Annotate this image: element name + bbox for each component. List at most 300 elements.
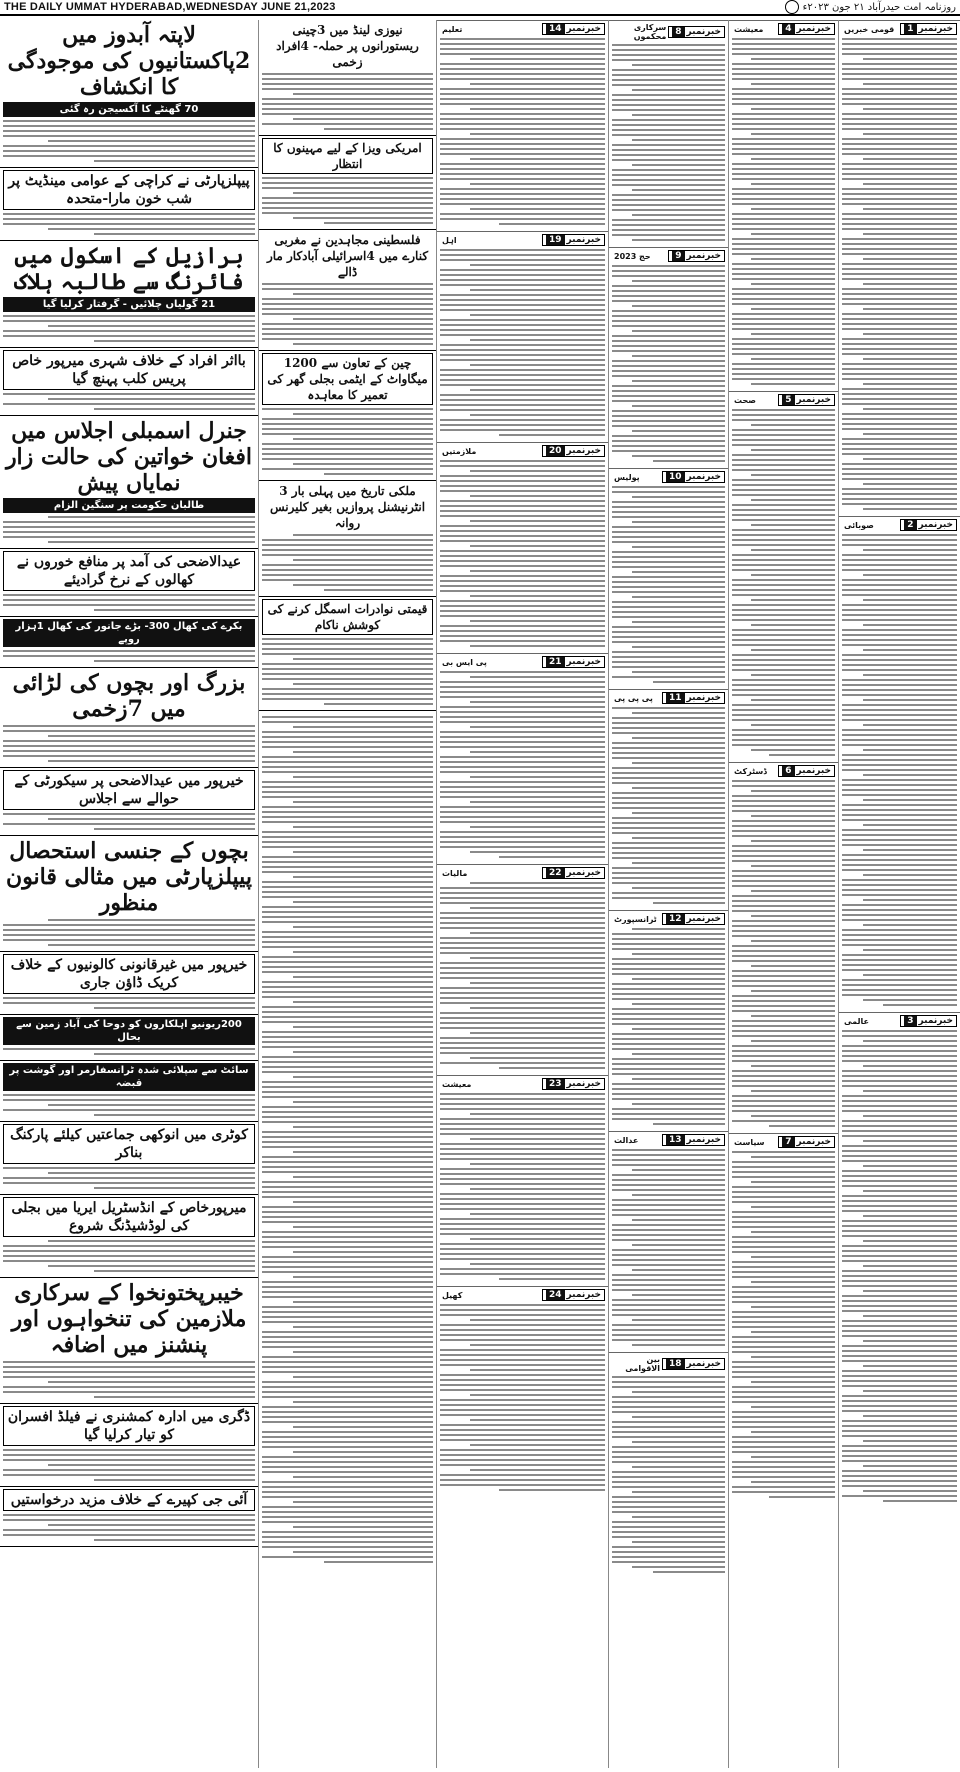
text-line	[612, 1108, 725, 1110]
text-line	[732, 419, 835, 421]
text-line	[3, 315, 255, 317]
bulletin-item	[729, 20, 838, 391]
text-line	[262, 443, 433, 445]
text-line	[842, 123, 957, 125]
text-line	[612, 1531, 725, 1533]
text-line	[769, 754, 835, 756]
text-line	[863, 1215, 957, 1217]
text-line	[732, 1226, 835, 1228]
text-line	[262, 1056, 433, 1058]
text-line	[293, 776, 433, 778]
story-body	[440, 460, 605, 647]
story-body	[732, 409, 835, 756]
text-line	[612, 576, 725, 578]
text-line	[732, 1060, 835, 1062]
text-line	[653, 1123, 725, 1125]
text-line	[732, 168, 835, 170]
story-headline: ڈگری میں ادارہ کمشنری نے فیلڈ افسران کو تیار کرلیا گیا	[3, 1406, 255, 1446]
text-line	[440, 284, 605, 286]
text-line	[612, 802, 725, 804]
text-line	[842, 859, 957, 861]
text-line	[612, 174, 725, 176]
text-line	[324, 473, 433, 475]
text-line	[293, 1376, 433, 1378]
text-line	[48, 516, 255, 518]
text-line	[612, 104, 725, 106]
text-line	[732, 729, 835, 731]
text-line	[751, 1281, 835, 1283]
text-line	[732, 935, 835, 937]
text-line	[262, 1456, 433, 1458]
bulletin-number: 3	[904, 1016, 916, 1026]
text-line	[3, 1454, 255, 1456]
text-line	[842, 954, 957, 956]
bulletin-item	[729, 762, 838, 1133]
text-line	[293, 1351, 433, 1353]
text-line	[732, 1266, 835, 1268]
text-line	[732, 1346, 835, 1348]
text-line	[440, 716, 605, 718]
text-line	[470, 414, 605, 416]
text-line	[612, 1179, 725, 1181]
text-line	[732, 684, 835, 686]
text-line	[470, 882, 605, 884]
text-line	[842, 789, 957, 791]
text-line	[732, 143, 835, 145]
bulletin-header	[440, 867, 605, 879]
text-line	[732, 1301, 835, 1303]
text-line	[612, 1098, 725, 1100]
text-line	[440, 148, 605, 150]
text-line	[440, 821, 605, 823]
text-line	[842, 944, 957, 946]
text-line	[751, 1090, 835, 1092]
text-line	[632, 280, 725, 282]
text-line	[732, 1246, 835, 1248]
text-line	[470, 1419, 605, 1421]
bulletin-number: 5	[782, 395, 794, 405]
story-body	[262, 283, 433, 345]
text-line	[863, 1440, 957, 1442]
text-line	[842, 178, 957, 180]
text-line	[842, 418, 957, 420]
text-line	[440, 1012, 605, 1014]
text-line	[732, 945, 835, 947]
text-line	[470, 133, 605, 135]
news-story	[0, 20, 258, 168]
text-line	[612, 1264, 725, 1266]
text-line	[440, 841, 605, 843]
text-line	[842, 1425, 957, 1427]
text-line	[612, 938, 725, 940]
text-line	[732, 203, 835, 205]
text-line	[440, 173, 605, 175]
text-line	[262, 916, 433, 918]
text-line	[751, 1306, 835, 1308]
bulletin-tag	[542, 867, 605, 879]
text-line	[612, 556, 725, 558]
text-line	[732, 739, 835, 741]
text-line	[863, 724, 957, 726]
text-line	[842, 293, 957, 295]
text-line	[293, 217, 433, 219]
text-line	[632, 737, 725, 739]
story-headline: قیمتی نوادرات اسمگل کرنے کی کوشش ناکام	[262, 599, 433, 635]
text-line	[612, 1083, 725, 1085]
text-line	[3, 599, 255, 601]
text-line	[632, 571, 725, 573]
text-line	[440, 259, 605, 261]
text-line	[842, 1030, 957, 1032]
text-line	[440, 555, 605, 557]
text-line	[262, 1186, 433, 1188]
text-line	[3, 135, 255, 137]
text-line	[612, 425, 725, 427]
text-line	[612, 1304, 725, 1306]
text-line	[863, 974, 957, 976]
text-line	[732, 614, 835, 616]
text-line	[48, 398, 255, 400]
text-line	[612, 415, 725, 417]
story-body	[842, 1030, 957, 1502]
text-line	[632, 89, 725, 91]
text-line	[632, 330, 725, 332]
text-line	[842, 914, 957, 916]
text-line	[632, 596, 725, 598]
text-line	[612, 847, 725, 849]
text-line	[262, 1136, 433, 1138]
text-line	[632, 1541, 725, 1543]
text-line	[262, 766, 433, 768]
bulletin-title: بین الاقوامی	[625, 1355, 661, 1373]
text-line	[612, 626, 725, 628]
text-line	[440, 590, 605, 592]
text-line	[612, 511, 725, 513]
text-line	[48, 1172, 255, 1174]
text-line	[94, 160, 255, 162]
text-line	[440, 103, 605, 105]
text-line	[440, 640, 605, 642]
text-line	[732, 1366, 835, 1368]
text-line	[440, 711, 605, 713]
bulletin-header	[440, 656, 605, 668]
text-line	[440, 1133, 605, 1135]
text-line	[262, 1271, 433, 1273]
text-line	[842, 168, 957, 170]
text-line	[732, 173, 835, 175]
bulletin-tag	[542, 445, 605, 457]
text-line	[3, 330, 255, 332]
text-line	[732, 980, 835, 982]
bulletin-item	[437, 442, 608, 653]
text-line	[612, 395, 725, 397]
text-line	[842, 118, 957, 120]
text-line	[612, 872, 725, 874]
text-line	[612, 1324, 725, 1326]
bulletin-header	[612, 1355, 725, 1373]
text-line	[842, 1045, 957, 1047]
text-line	[732, 795, 835, 797]
text-line	[751, 1356, 835, 1358]
text-line	[262, 821, 433, 823]
text-line	[732, 995, 835, 997]
text-line	[842, 1400, 957, 1402]
text-line	[732, 1486, 835, 1488]
text-line	[48, 919, 255, 921]
text-line	[732, 514, 835, 516]
text-line	[732, 1376, 835, 1378]
text-line	[732, 434, 835, 436]
text-line	[751, 890, 835, 892]
text-line	[612, 892, 725, 894]
text-line	[842, 138, 957, 140]
text-line	[632, 953, 725, 955]
bulletin-label: خبرنمبر	[796, 1137, 831, 1147]
text-line	[440, 349, 605, 351]
text-line	[612, 1259, 725, 1261]
text-line	[612, 1406, 725, 1408]
text-line	[732, 1476, 835, 1478]
text-line	[842, 278, 957, 280]
text-line	[293, 1226, 433, 1228]
text-line	[440, 575, 605, 577]
text-line	[440, 771, 605, 773]
text-line	[612, 1551, 725, 1553]
text-line	[632, 1003, 725, 1005]
text-line	[842, 73, 957, 75]
text-line	[612, 320, 725, 322]
text-line	[440, 806, 605, 808]
text-line	[440, 269, 605, 271]
text-line	[632, 1294, 725, 1296]
text-line	[863, 233, 957, 235]
text-line	[262, 308, 433, 310]
news-story	[0, 416, 258, 549]
text-line	[440, 1354, 605, 1356]
text-line	[440, 213, 605, 215]
text-line	[612, 591, 725, 593]
text-line	[440, 927, 605, 929]
text-line	[612, 325, 725, 327]
news-story	[259, 20, 436, 136]
text-line	[48, 1381, 255, 1383]
text-line	[262, 1356, 433, 1358]
text-line	[612, 1164, 725, 1166]
text-line	[262, 283, 433, 285]
text-line	[732, 519, 835, 521]
text-line	[293, 463, 433, 465]
text-line	[262, 831, 433, 833]
text-line	[612, 933, 725, 935]
text-line	[612, 777, 725, 779]
text-line	[612, 717, 725, 719]
text-line	[470, 1163, 605, 1165]
text-line	[732, 1100, 835, 1102]
text-line	[440, 836, 605, 838]
text-line	[440, 1409, 605, 1411]
bulletin-title: حج 2023	[614, 251, 651, 261]
text-line	[262, 1406, 433, 1408]
masthead	[0, 0, 960, 16]
text-line	[842, 969, 957, 971]
text-line	[293, 726, 433, 728]
text-line	[842, 1080, 957, 1082]
text-line	[262, 103, 433, 105]
text-line	[262, 693, 433, 695]
text-line	[262, 791, 433, 793]
text-line	[842, 78, 957, 80]
text-line	[732, 604, 835, 606]
text-line	[262, 1006, 433, 1008]
text-line	[470, 1369, 605, 1371]
text-line	[612, 54, 725, 56]
text-line	[863, 799, 957, 801]
text-line	[732, 1391, 835, 1393]
bulletin-number: 22	[546, 868, 565, 878]
text-line	[3, 1255, 255, 1257]
text-line	[632, 1416, 725, 1418]
text-line	[262, 1231, 433, 1233]
text-line	[842, 689, 957, 691]
text-line	[842, 323, 957, 325]
text-line	[262, 673, 433, 675]
text-line	[440, 625, 605, 627]
text-line	[612, 1088, 725, 1090]
bulletin-label: خبرنمبر	[918, 1016, 953, 1026]
text-line	[440, 1449, 605, 1451]
text-line	[751, 83, 835, 85]
text-line	[262, 197, 433, 199]
text-line	[842, 1275, 957, 1277]
text-line	[262, 212, 433, 214]
text-line	[632, 214, 725, 216]
text-line	[262, 1061, 433, 1063]
text-line	[842, 989, 957, 991]
text-line	[470, 1394, 605, 1396]
text-line	[863, 1190, 957, 1192]
news-story	[0, 836, 258, 952]
text-line	[732, 113, 835, 115]
story-body	[3, 725, 255, 762]
text-line	[612, 631, 725, 633]
text-line	[863, 624, 957, 626]
text-line	[262, 1491, 433, 1493]
text-line	[293, 951, 433, 953]
text-line	[732, 263, 835, 265]
text-line	[751, 499, 835, 501]
text-line	[262, 811, 433, 813]
text-line	[732, 1286, 835, 1288]
text-line	[48, 1265, 255, 1267]
text-line	[732, 1221, 835, 1223]
text-line	[842, 644, 957, 646]
text-line	[751, 424, 835, 426]
text-line	[612, 1339, 725, 1341]
text-line	[632, 1491, 725, 1493]
text-line	[842, 559, 957, 561]
text-line	[440, 1198, 605, 1200]
text-line	[262, 1531, 433, 1533]
text-line	[94, 1479, 255, 1481]
text-line	[863, 308, 957, 310]
bulletin-title: پی ایس بی	[442, 657, 487, 667]
story-headline: بزرگ اور بچوں کی لڑائی میں 7زخمی	[12, 670, 246, 722]
text-line	[863, 874, 957, 876]
text-line	[751, 333, 835, 335]
text-line	[842, 1120, 957, 1122]
text-line	[732, 1020, 835, 1022]
text-line	[440, 1173, 605, 1175]
text-line	[262, 1086, 433, 1088]
text-line	[440, 188, 605, 190]
column-left-stories	[0, 20, 258, 1768]
text-line	[732, 93, 835, 95]
text-line	[440, 1042, 605, 1044]
text-line	[293, 1401, 433, 1403]
text-line	[842, 684, 957, 686]
text-line	[440, 1399, 605, 1401]
text-line	[440, 1334, 605, 1336]
text-line	[732, 88, 835, 90]
text-line	[612, 1506, 725, 1508]
bulletin-label: خبرنمبر	[796, 24, 831, 34]
text-line	[732, 1120, 835, 1122]
text-line	[262, 836, 433, 838]
text-line	[262, 338, 433, 340]
text-line	[732, 328, 835, 330]
text-line	[842, 113, 957, 115]
text-line	[842, 569, 957, 571]
text-line	[842, 1300, 957, 1302]
text-line	[732, 469, 835, 471]
story-body	[440, 38, 605, 225]
text-line	[262, 1246, 433, 1248]
text-line	[293, 534, 433, 536]
text-line	[732, 1000, 835, 1002]
text-line	[863, 358, 957, 360]
text-line	[262, 871, 433, 873]
text-line	[732, 293, 835, 295]
text-line	[440, 1243, 605, 1245]
text-line	[842, 98, 957, 100]
bulletin-tag	[778, 394, 835, 406]
text-line	[732, 288, 835, 290]
text-line	[842, 614, 957, 616]
text-line	[732, 1211, 835, 1213]
text-line	[732, 504, 835, 506]
text-line	[732, 368, 835, 370]
text-line	[3, 939, 255, 941]
text-line	[440, 1374, 605, 1376]
story-body	[3, 997, 255, 1009]
text-line	[470, 982, 605, 984]
bulletin-header	[732, 765, 835, 777]
text-line	[732, 880, 835, 882]
text-line	[94, 1539, 255, 1541]
text-line	[751, 1181, 835, 1183]
text-line	[732, 955, 835, 957]
text-line	[3, 125, 255, 127]
text-line	[751, 1206, 835, 1208]
text-line	[3, 929, 255, 931]
text-line	[842, 534, 957, 536]
story-body	[3, 393, 255, 410]
text-line	[842, 1385, 957, 1387]
text-line	[842, 463, 957, 465]
text-line	[293, 801, 433, 803]
text-line	[293, 584, 433, 586]
text-line	[293, 1301, 433, 1303]
